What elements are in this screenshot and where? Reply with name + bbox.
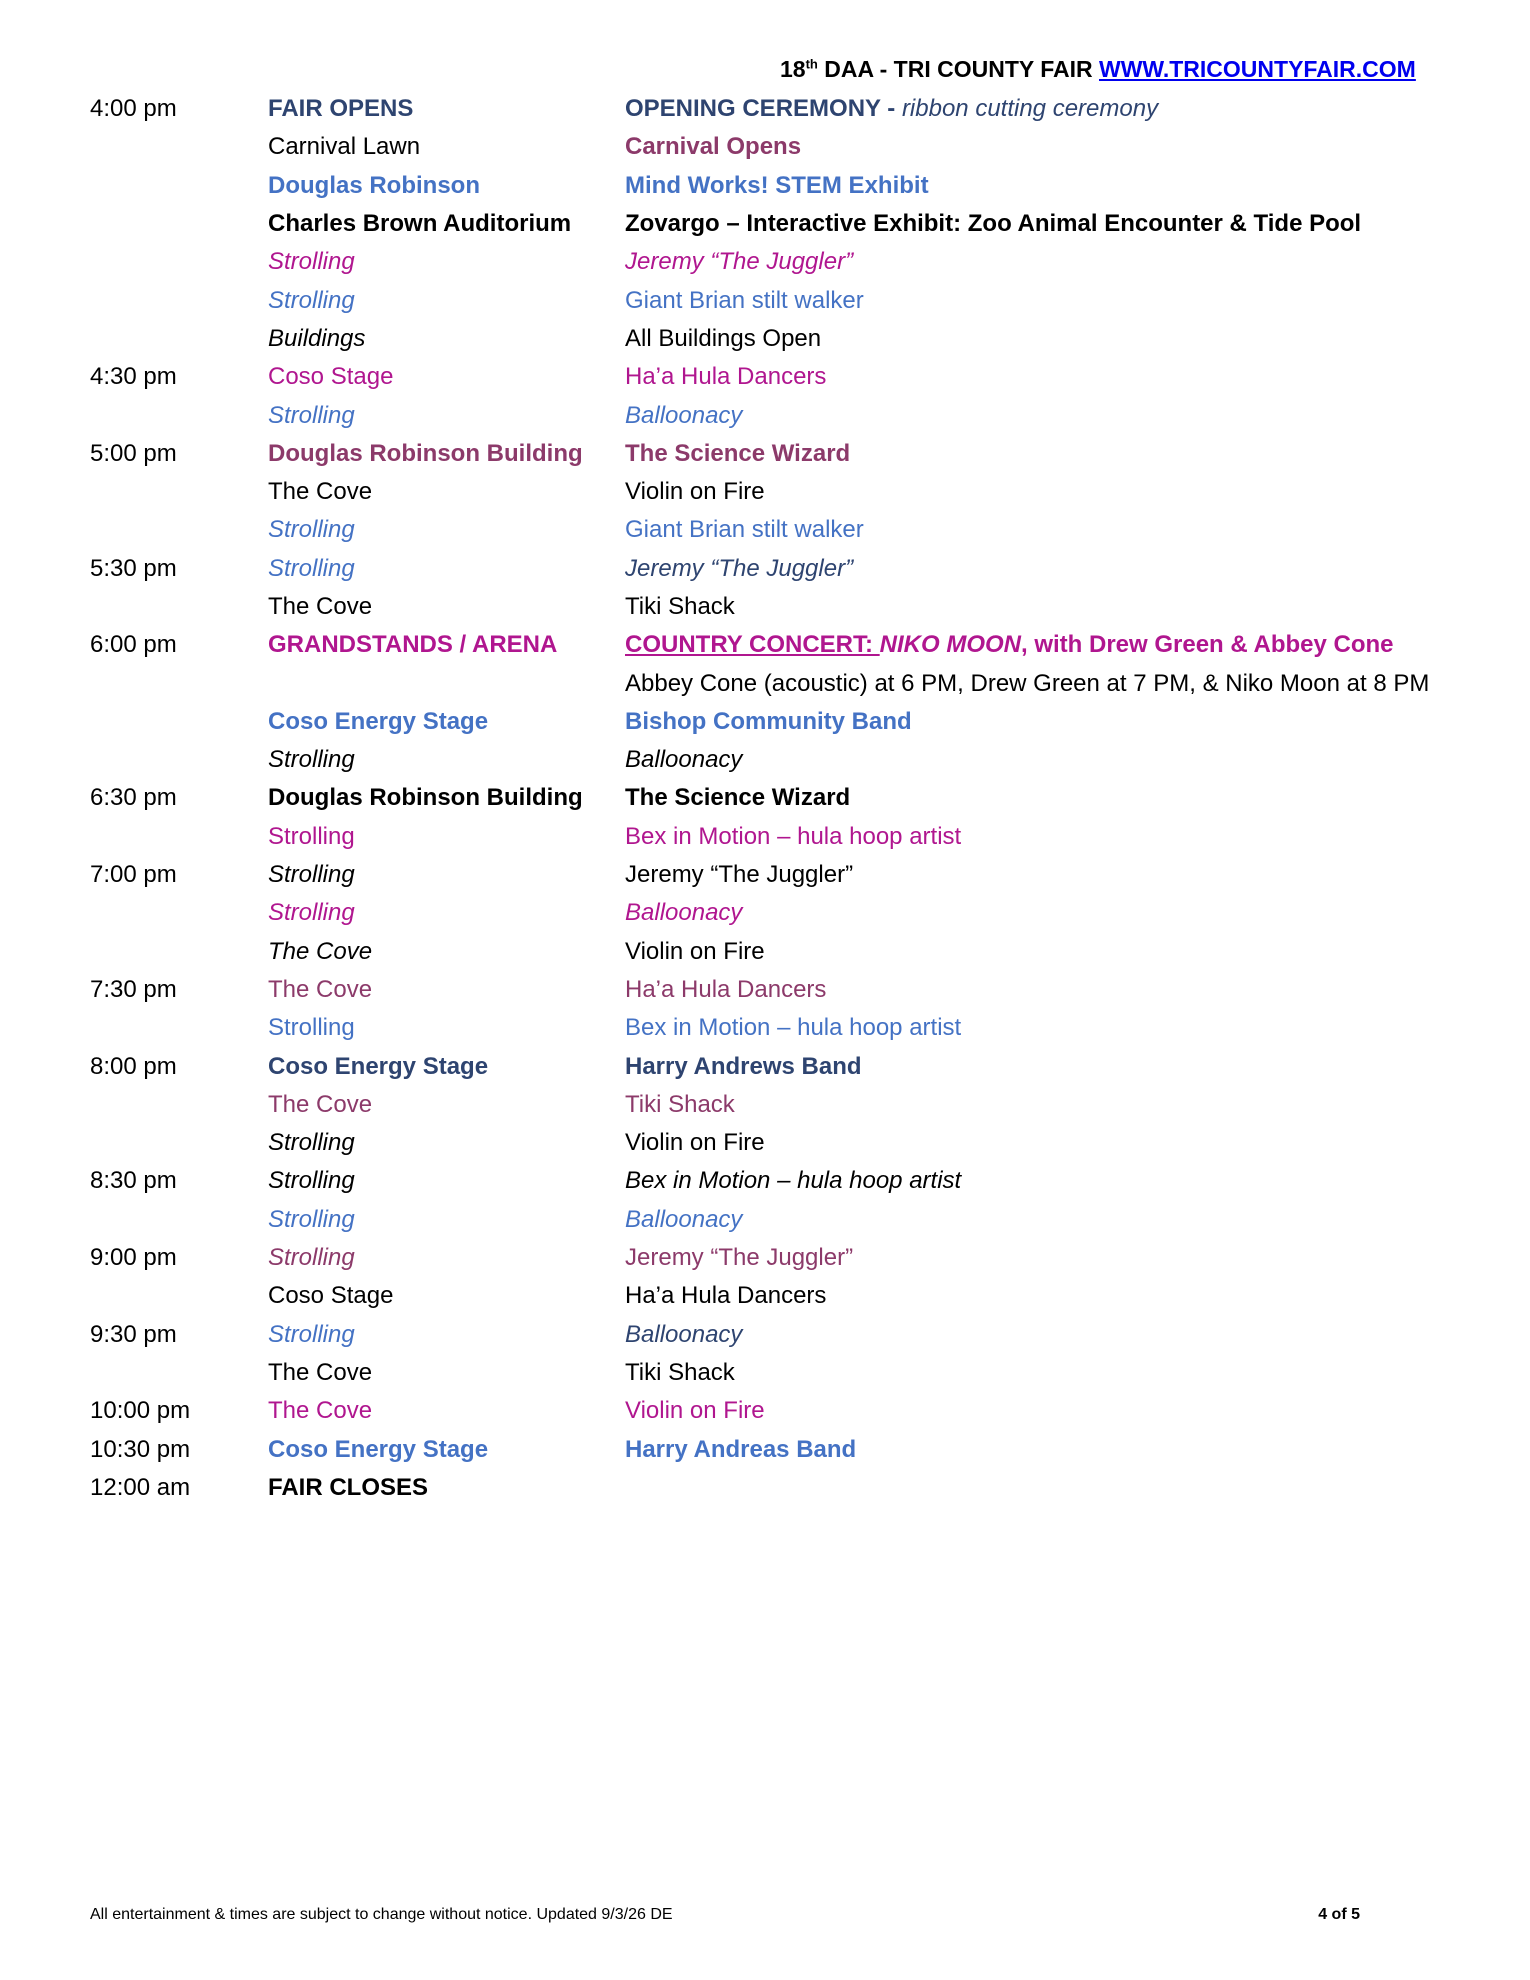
schedule-row [90, 933, 1450, 971]
location-cell: Coso Energy Stage [268, 1435, 489, 1463]
event-cell: Jeremy “The Juggler” [625, 248, 854, 276]
event-cell: Abbey Cone (acoustic) at 6 PM, Drew Green at 7 PM, & Niko Moon at 8 PM [625, 669, 1430, 697]
event-detail: , with Drew Green & Abbey Cone [1021, 631, 1394, 659]
event-cell: Ha’a Hula Dancers [625, 363, 827, 391]
location-cell: Strolling [268, 1014, 355, 1042]
location-cell: GRANDSTANDS / ARENA [268, 631, 558, 659]
event-cell: Giant Brian stilt walker [625, 516, 864, 544]
schedule-table [90, 90, 1450, 1507]
page-number: 4 of 5 [1318, 1906, 1360, 1923]
location-cell: Strolling [268, 1129, 355, 1157]
event-cell: Violin on Fire [625, 937, 765, 965]
event-text: COUNTRY CONCERT: [625, 631, 880, 659]
event-cell: Balloonacy [625, 401, 743, 429]
event-cell: Tiki Shack [625, 1090, 735, 1118]
schedule-row [90, 550, 1450, 588]
location-cell: The Cove [268, 1090, 373, 1118]
event-cell: Jeremy “The Juggler” [625, 554, 854, 582]
time-cell: 10:30 pm [90, 1435, 191, 1463]
location-cell: Strolling [268, 248, 355, 276]
event-detail: ribbon cutting ceremony [901, 95, 1159, 123]
location-cell: Strolling [268, 1167, 355, 1195]
location-cell: Douglas Robinson Building [268, 439, 583, 467]
location-cell: Strolling [268, 286, 355, 314]
event-cell: Balloonacy [625, 899, 743, 927]
location-cell: Strolling [268, 1205, 355, 1233]
event-cell: Zovargo – Interactive Exhibit: Zoo Animal Encounter & Tide Pool [625, 210, 1362, 238]
event-text: OPENING CEREMONY - [625, 95, 902, 123]
schedule-row [90, 1239, 1450, 1277]
disclaimer-note: All entertainment & times are subject to change without notice. Updated 9/3/26 DE [90, 1906, 673, 1923]
location-cell: Strolling [268, 861, 355, 889]
event-cell: Violin on Fire [625, 478, 765, 506]
location-cell: Strolling [268, 516, 355, 544]
schedule-row [90, 320, 1450, 358]
location-cell: FAIR CLOSES [268, 1473, 429, 1501]
event-cell: Jeremy “The Juggler” [625, 861, 854, 889]
time-cell: 12:00 am [90, 1473, 191, 1501]
schedule-row [90, 1430, 1450, 1468]
time-cell: 7:30 pm [90, 975, 177, 1003]
location-cell: Strolling [268, 401, 355, 429]
event-cell: Bishop Community Band [625, 707, 912, 735]
time-cell: 10:00 pm [90, 1397, 191, 1425]
schedule-row [90, 626, 1450, 664]
schedule-row [90, 664, 1450, 702]
schedule-row [90, 1201, 1450, 1239]
time-cell: 7:00 pm [90, 861, 177, 889]
location-cell: The Cove [268, 937, 373, 965]
schedule-row [90, 511, 1450, 549]
time-cell: 8:30 pm [90, 1167, 177, 1195]
event-cell: The Science Wizard [625, 439, 851, 467]
event-headliner: NIKO MOON [879, 631, 1021, 659]
schedule-row [90, 1469, 1450, 1507]
fair-website-link[interactable]: WWW.TRICOUNTYFAIR.COM [1099, 56, 1416, 82]
location-cell: Buildings [268, 324, 366, 352]
schedule-row [90, 1392, 1450, 1430]
event-cell: Ha’a Hula Dancers [625, 1282, 827, 1310]
event-cell: Jeremy “The Juggler” [625, 1244, 854, 1272]
event-cell [625, 95, 1450, 123]
location-cell: Strolling [268, 822, 355, 850]
location-cell: The Cove [268, 1397, 373, 1425]
location-cell: Douglas Robinson [268, 171, 480, 199]
event-cell: Bex in Motion – hula hoop artist [625, 822, 962, 850]
location-cell: Coso Energy Stage [268, 707, 489, 735]
event-cell: The Science Wizard [625, 784, 851, 812]
location-cell: Strolling [268, 746, 355, 774]
event-cell: Balloonacy [625, 1205, 743, 1233]
time-cell: 5:00 pm [90, 439, 177, 467]
location-cell: Strolling [268, 1320, 355, 1348]
location-cell: Coso Energy Stage [268, 1052, 489, 1080]
schedule-row [90, 1047, 1450, 1085]
schedule-row [90, 588, 1450, 626]
header-ordinal: 18 [780, 56, 806, 82]
event-cell: Giant Brian stilt walker [625, 286, 864, 314]
schedule-row [90, 473, 1450, 511]
event-cell [625, 631, 1450, 659]
schedule-row [90, 1277, 1450, 1315]
schedule-row [90, 1009, 1450, 1047]
location-cell: Coso Stage [268, 363, 394, 391]
event-cell: Balloonacy [625, 746, 743, 774]
location-cell: Strolling [268, 554, 355, 582]
event-cell: Harry Andreas Band [625, 1435, 857, 1463]
schedule-row [90, 741, 1450, 779]
location-cell: The Cove [268, 1358, 373, 1386]
location-cell: Carnival Lawn [268, 133, 421, 161]
event-cell: Bex in Motion – hula hoop artist [625, 1167, 962, 1195]
event-cell: Tiki Shack [625, 1358, 735, 1386]
schedule-row [90, 205, 1450, 243]
location-cell: Douglas Robinson Building [268, 784, 583, 812]
schedule-row [90, 167, 1450, 205]
time-cell: 5:30 pm [90, 554, 177, 582]
time-cell: 4:30 pm [90, 363, 177, 391]
schedule-row [90, 856, 1450, 894]
location-cell: Strolling [268, 899, 355, 927]
schedule-row [90, 818, 1450, 856]
schedule-row [90, 358, 1450, 396]
event-cell: Bex in Motion – hula hoop artist [625, 1014, 962, 1042]
header-ordinal-suffix: th [805, 56, 818, 72]
schedule-row [90, 1086, 1450, 1124]
time-cell: 8:00 pm [90, 1052, 177, 1080]
schedule-row [90, 90, 1450, 128]
location-cell: The Cove [268, 478, 373, 506]
schedule-row [90, 703, 1450, 741]
schedule-row [90, 1316, 1450, 1354]
schedule-row [90, 1124, 1450, 1162]
event-cell: Balloonacy [625, 1320, 743, 1348]
time-cell: 9:30 pm [90, 1320, 177, 1348]
event-cell: Tiki Shack [625, 593, 735, 620]
time-cell: 9:00 pm [90, 1244, 177, 1272]
event-cell: Violin on Fire [625, 1397, 765, 1425]
schedule-row [90, 1162, 1450, 1200]
location-cell: The Cove [268, 975, 373, 1003]
event-cell: Carnival Opens [625, 133, 802, 161]
schedule-row [90, 894, 1450, 932]
schedule-row [90, 435, 1450, 473]
schedule-row [90, 1354, 1450, 1392]
time-cell: 6:00 pm [90, 631, 177, 659]
page-header [780, 56, 1430, 83]
event-cell: Ha’a Hula Dancers [625, 975, 827, 1003]
header-title: DAA - TRI COUNTY FAIR [817, 56, 1099, 82]
location-cell: FAIR OPENS [268, 95, 414, 123]
location-cell: The Cove [268, 593, 373, 620]
time-cell: 6:30 pm [90, 784, 177, 812]
event-cell: Violin on Fire [625, 1129, 765, 1157]
location-cell: Charles Brown Auditorium [268, 210, 572, 238]
schedule-row [90, 128, 1450, 166]
location-cell: Strolling [268, 1244, 355, 1272]
schedule-row [90, 779, 1450, 817]
event-cell: Harry Andrews Band [625, 1052, 862, 1080]
time-cell: 4:00 pm [90, 95, 177, 123]
page-footer [90, 1906, 1360, 1924]
schedule-row [90, 243, 1450, 281]
schedule-row [90, 396, 1450, 434]
schedule-row [90, 971, 1450, 1009]
event-cell: All Buildings Open [625, 324, 822, 352]
schedule-row [90, 281, 1450, 319]
event-cell: Mind Works! STEM Exhibit [625, 171, 929, 199]
location-cell: Coso Stage [268, 1282, 394, 1310]
